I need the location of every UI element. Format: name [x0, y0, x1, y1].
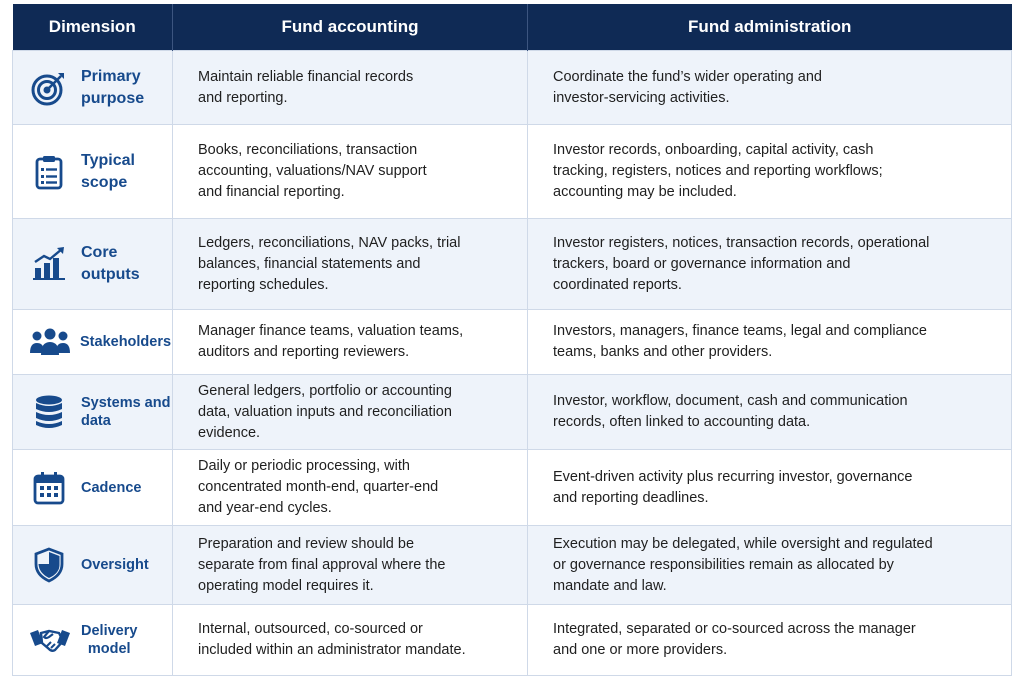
dimension-cell [13, 375, 173, 450]
dimension-label: Oversight [81, 557, 149, 573]
fund-administration-cell: Coordinate the fund’s wider operating and investor-servicing activities. [528, 51, 1012, 125]
fund-administration-cell: Execution may be delegated, while oversight and regulated or governance responsibilities remain as allocated by mandate and law. [528, 526, 1012, 605]
target-icon [31, 70, 67, 106]
fund-administration-cell: Investors, managers, finance teams, legal and compliance teams, banks and other providers. [528, 310, 1012, 375]
fund-administration-cell: Investor registers, notices, transaction records, operational trackers, board or governance information and coordinated reports. [528, 219, 1012, 310]
dimension-cell [13, 125, 173, 219]
table-row [13, 450, 1012, 526]
dimension-label: Delivery model [81, 623, 138, 657]
dimension-cell [13, 51, 173, 125]
fund-accounting-cell: Ledgers, reconciliations, NAV packs, trial balances, financial statements and reporting schedules. [173, 219, 528, 310]
header-fund-administration: Fund administration [528, 4, 1012, 51]
database-icon [31, 394, 67, 430]
fund-accounting-cell: General ledgers, portfolio or accounting data, valuation inputs and reconciliation evidence. [173, 375, 528, 450]
fund-administration-cell: Investor records, onboarding, capital activity, cash tracking, registers, notices and reporting workflows; accounting may be included. [528, 125, 1012, 219]
fund-administration-cell: Integrated, separated or co-sourced across the manager and one or more providers. [528, 605, 1012, 676]
table-row [13, 605, 1012, 676]
dimension-label: Stakeholders [80, 334, 172, 350]
comparison-table [12, 4, 1012, 676]
table-row [13, 51, 1012, 125]
fund-accounting-cell: Books, reconciliations, transaction accounting, valuations/NAV support and financial reporting. [173, 125, 528, 219]
fund-administration-cell: Event-driven activity plus recurring investor, governance and reporting deadlines. [528, 450, 1012, 526]
dimension-cell [13, 450, 173, 526]
fund-accounting-cell: Manager finance teams, valuation teams, auditors and reporting reviewers. [173, 310, 528, 375]
dimension-label: Core outputs [81, 244, 140, 283]
table-row [13, 526, 1012, 605]
header-dimension: Dimension [13, 4, 173, 51]
calendar-icon [31, 470, 67, 506]
fund-accounting-cell: Daily or periodic processing, with concentrated month-end, quarter-end and year-end cycles. [173, 450, 528, 526]
table-row [13, 125, 1012, 219]
dimension-label: Primary purpose [81, 67, 145, 107]
fund-administration-cell: Investor, workflow, document, cash and communication records, often linked to accounting data. [528, 375, 1012, 450]
table-row [13, 310, 1012, 375]
people-icon [29, 324, 71, 360]
dimension-cell [13, 605, 173, 676]
fund-accounting-cell: Maintain reliable financial records and reporting. [173, 51, 528, 125]
header-fund-accounting: Fund accounting [173, 4, 528, 51]
dimension-cell [13, 310, 173, 375]
fund-accounting-cell: Preparation and review should be separate from final approval where the operating model requires it. [173, 526, 528, 605]
dimension-label: Systems and data [81, 395, 171, 429]
clipboard-icon [31, 154, 67, 190]
shield-icon [31, 547, 67, 583]
dimension-label: Cadence [81, 479, 142, 496]
bar-chart-icon [31, 246, 67, 282]
dimension-label: Typical scope [81, 151, 135, 191]
dimension-cell [13, 526, 173, 605]
fund-accounting-cell: Internal, outsourced, co-sourced or included within an administrator mandate. [173, 605, 528, 676]
dimension-cell [13, 219, 173, 310]
table-row [13, 219, 1012, 310]
handshake-icon [29, 622, 71, 658]
comparison-table-container [12, 4, 1011, 676]
header-row [13, 4, 1012, 51]
table-row [13, 375, 1012, 450]
